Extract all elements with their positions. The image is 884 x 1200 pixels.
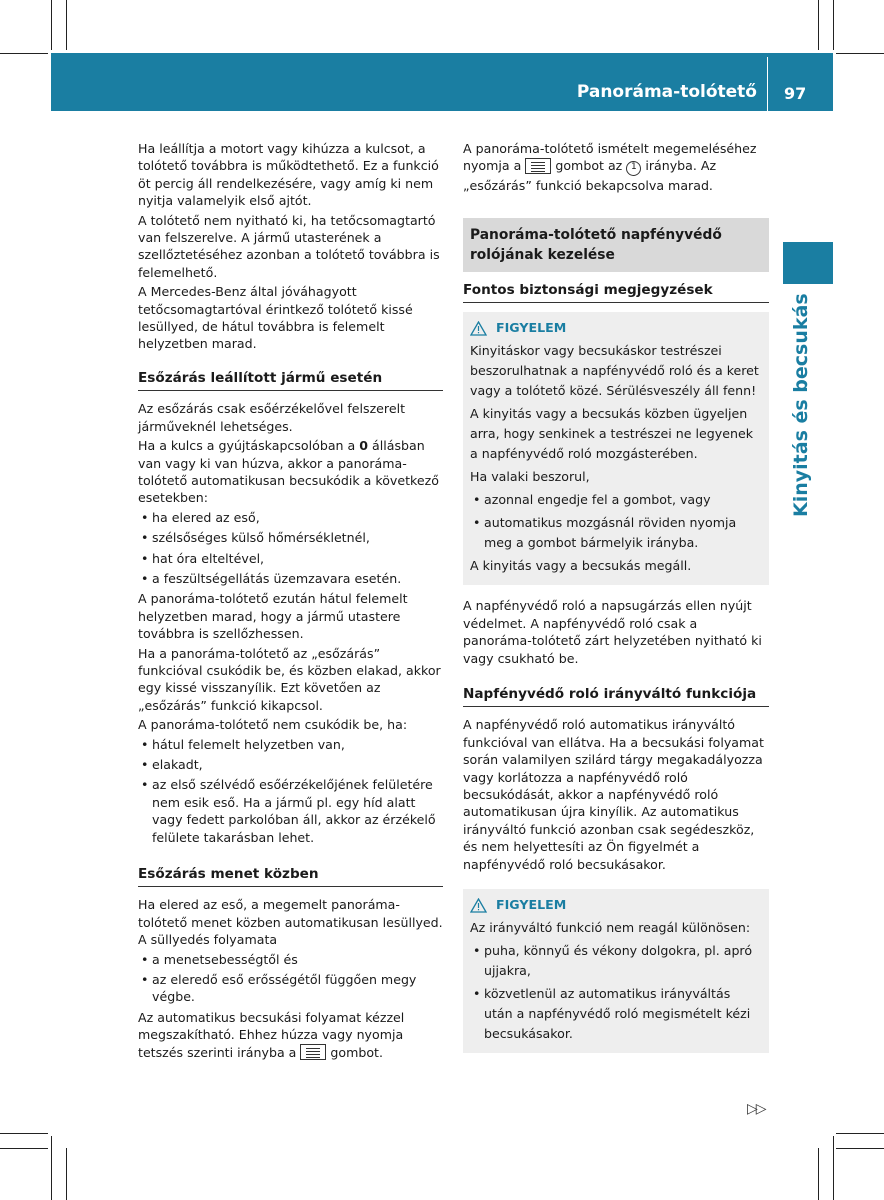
paragraph: A napfényvédő roló automatikus irányváltó funkcióval van ellátva. Ha a becsukási folyamat során valamilyen szilárd tárgy megakadályozza vagy korlátozza a napfényvédő roló becsukódását, akkor a napfényvédő roló automatikusan újra kinyílik. Az automatikus irányváltó funkció azonban csak segédeszköz, és nem helyettesíti az Ön figyelmét a napfényvédő roló becsukásakor. [463,717,764,872]
crop-mark [818,0,819,50]
paragraph: A panoráma-tolótető ismételt megemeléséhez nyomja a gombot az 1 irányba. Az „esőzárás” funkció bekapcsolva marad. [463,141,757,193]
warning-triangle-icon [470,898,487,913]
section-heading: Esőzárás menet közben [138,866,443,887]
paragraph: A panoráma-tolótető ezután hátul felemelt helyzetben marad, hogy a jármű utastere továbbra is szellőzhessen. [138,591,408,642]
warning-text: A kinyitás vagy a becsukás megáll. [470,558,692,574]
bullet-list [470,490,762,553]
paragraph: A tolótető nem nyitható ki, ha tetőcsomagtartó van felszerelve. A jármű utasterének a szellőztetéséhez azonban a tolótető továbbra is felemelhető. [138,212,440,280]
paragraph: A Mercedes-Benz által jóváhagyott tetőcsomagtartóval érintkező tolótető kissé lesüllyed, de hátul továbbra is felemelt helyzetben marad. [138,284,413,352]
paragraph: Az automatikus becsukási folyamat kézzel megszakítható. Ehhez húzza vagy nyomja tetszés szerinti irányba a gombot. [138,1009,405,1060]
direction-1-icon: 1 [626,161,641,176]
warning-title: FIGYELEM [470,895,762,915]
warning-box [463,312,769,585]
page-number: 97 [784,84,807,103]
list-item: • hátul felemelt helyzetben van, [138,736,443,753]
list-item: • azonnal engedje fel a gombot, vagy [470,490,762,510]
chapter-heading: Panoráma-tolótető napfényvédő rolójának kezelése [463,218,769,272]
crop-mark [0,1133,48,1134]
warning-text: A kinyitás vagy a becsukás közben ügyeljen arra, hogy senkinek a testrészei ne legyenek a napfényvédő roló mozgásterében. [470,406,753,462]
crop-mark [66,1148,67,1200]
warning-text: Ha valaki beszorul, [470,469,590,485]
page-title: Panoráma-tolótető [576,82,757,102]
warning-text: Az irányváltó funkció nem reagál különösen: [470,920,751,936]
right-column [463,140,769,1065]
left-column [138,140,443,1063]
crop-mark [0,53,48,54]
bullet-list [138,951,443,1006]
list-item: • automatikus mozgásnál röviden nyomja meg a gombot bármelyik irányba. [470,513,762,553]
paragraph: Az esőzárás csak esőérzékelővel felszerelt járműveknél lehetséges. [138,401,406,434]
list-item: • az első szélvédő esőérzékelőjének felületére nem esik eső. Ha a jármű pl. egy híd alatt vagy fedett parkolóban áll, akkor az érzékelő felülete takarásban lehet. [138,776,443,846]
paragraph: Ha a kulcs a gyújtáskapcsolóban a 0 állásban van vagy ki van húzva, akkor a panoráma-tolótető automatikusan becsukódik a következő esetekben: [138,438,439,506]
crop-mark [818,1148,819,1200]
side-tab-label: Kinyitás és becsukás [790,293,812,517]
section-heading: Esőzárás leállított jármű esetén [138,370,443,391]
paragraph: A napfényvédő roló a napsugárzás ellen nyújt védelmet. A napfényvédő roló csak a panoráma-tolótető zárt helyzetében nyitható ki vagy csukható be. [463,598,762,666]
warning-triangle-icon [470,321,487,336]
warning-title: FIGYELEM [470,318,762,338]
bullet-list [470,941,762,1044]
list-item: • az eleredő eső erősségétől függően megy végbe. [138,971,443,1006]
continued-arrow-icon: ▷▷ [747,1101,765,1117]
header-divider [767,57,768,111]
paragraph: A panoráma-tolótető nem csukódik be, ha: [138,717,408,733]
warning-text: Kinyitáskor vagy becsukáskor testrészei beszorulhatnak a napfényvédő roló és a keret vagy a tolótető közé. Sérülésveszély áll fenn! [470,343,759,399]
paragraph: Ha leállítja a motort vagy kihúzza a kulcsot, a tolótető továbbra is működtethető. Ez a funkció öt percig áll rendelkezésére, vagy amíg ki nem nyitja valamelyik első ajtót. [138,141,439,209]
crop-mark [836,53,884,54]
section-heading: Napfényvédő roló irányváltó funkciója [463,686,769,707]
crop-mark [836,1133,884,1134]
key-position: 0 [359,438,369,454]
crop-mark [66,0,67,50]
bullet-list [138,509,443,588]
bullet-list [138,736,443,846]
list-item: • a menetsebességtől és [138,951,443,968]
roof-switch-icon [525,158,551,174]
list-item: • elakadt, [138,756,443,773]
list-item: • ha elered az eső, [138,509,443,526]
crop-mark [51,1136,52,1200]
crop-mark [833,1136,834,1200]
list-item: • közvetlenül az automatikus irányváltás után a napfényvédő roló megismételt kézi becsukásakor. [470,984,762,1044]
roof-switch-icon [300,1044,326,1060]
warning-box [463,889,769,1053]
list-item: • puha, könnyű és vékony dolgokra, pl. apró ujjakra, [470,941,762,981]
crop-mark [833,0,834,50]
crop-mark [0,1148,48,1149]
paragraph: Ha a panoráma-tolótető az „esőzárás” funkcióval csukódik be, és közben elakad, akkor egy kissé visszanyílik. Ezt követően az „esőzárás” funkció kikapcsol. [138,645,441,713]
list-item: • szélsőséges külső hőmérsékletnél, [138,529,443,546]
list-item: • a feszültségellátás üzemzavara esetén. [138,570,443,587]
side-tab-marker [783,242,833,284]
crop-mark [836,1148,884,1149]
list-item: • hat óra elteltével, [138,550,443,567]
paragraph: Ha elered az eső, a megemelt panoráma-tolótető menet közben automatikusan lesüllyed. A süllyedés folyamata [138,897,443,948]
crop-mark [51,0,52,50]
section-heading: Fontos biztonsági megjegyzések [463,282,769,303]
